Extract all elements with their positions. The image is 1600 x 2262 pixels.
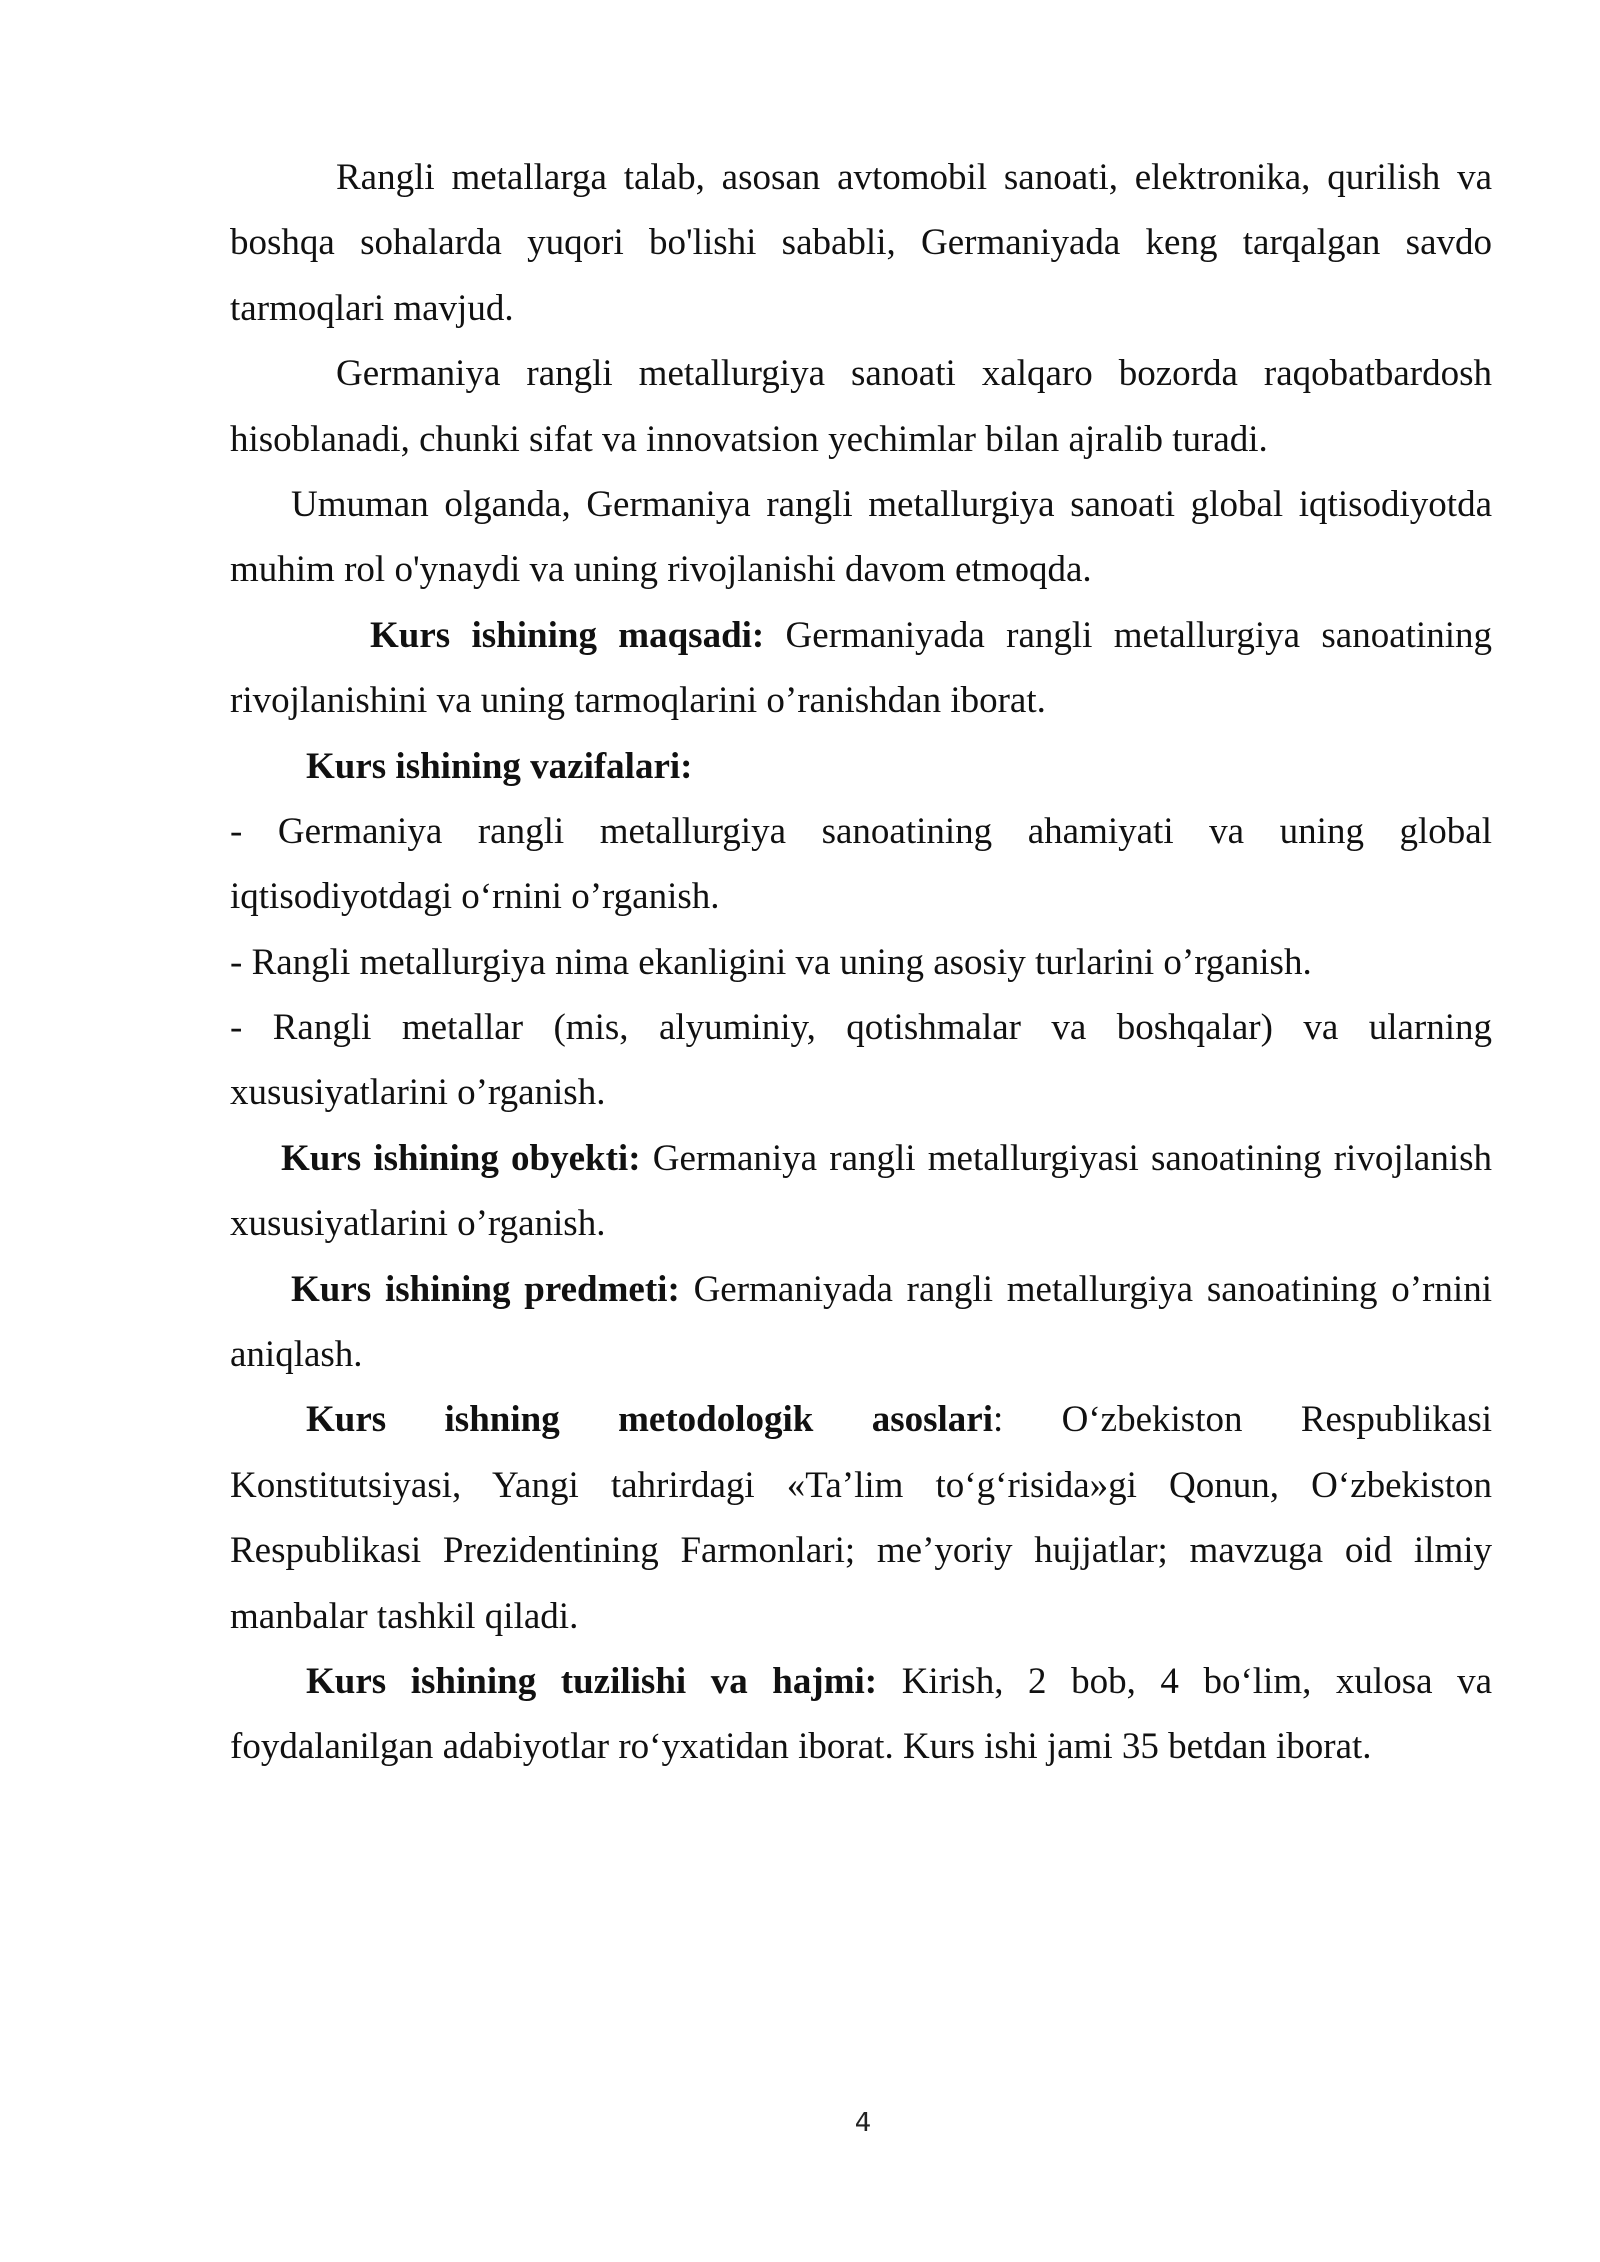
paragraph-demand-line-1 bbox=[230, 145, 1492, 210]
paragraph-methodology-line-4 bbox=[230, 1584, 1492, 1649]
task-item-2 bbox=[230, 930, 1492, 995]
text-span: Umuman olganda, Germaniya rangli metallurgiya sanoati global iqtisodiyotda bbox=[291, 483, 1492, 525]
text-span: Kirish, 2 bob, 4 bo‘lim, xulosa va bbox=[877, 1660, 1493, 1702]
text-span: tarmoqlari mavjud. bbox=[230, 287, 514, 329]
text-span: hisoblanadi, chunki sifat va innovatsion yechimlar bilan ajralib turadi. bbox=[230, 418, 1268, 460]
paragraph-structure-line-1 bbox=[230, 1649, 1492, 1714]
paragraph-demand-line-3 bbox=[230, 276, 1492, 341]
paragraph-demand-line-2 bbox=[230, 210, 1492, 275]
paragraph-structure-line-2 bbox=[230, 1714, 1492, 1779]
paragraph-subject-line-1 bbox=[230, 1257, 1492, 1322]
tasks-heading bbox=[230, 734, 1492, 799]
task-item-1-line-2 bbox=[230, 864, 1492, 929]
text-span: manbalar tashkil qiladi. bbox=[230, 1595, 579, 1637]
subject-label: Kurs ishining predmeti: bbox=[291, 1268, 680, 1310]
object-label: Kurs ishining obyekti: bbox=[281, 1137, 641, 1179]
text-span: : O‘zbekiston Respublikasi bbox=[993, 1399, 1492, 1441]
paragraph-object-line-2 bbox=[230, 1191, 1492, 1256]
paragraph-subject-line-2 bbox=[230, 1322, 1492, 1387]
text-span: xususiyatlarini o’rganish. bbox=[230, 1203, 606, 1245]
goal-label: Kurs ishining maqsadi: bbox=[370, 614, 765, 656]
text-span: - Germaniya rangli metallurgiya sanoatining ahamiyati va uning global bbox=[230, 810, 1492, 852]
tasks-heading-label: Kurs ishining vazifalari: bbox=[306, 745, 693, 787]
paragraph-methodology-line-1 bbox=[230, 1387, 1492, 1452]
paragraph-methodology-line-3 bbox=[230, 1518, 1492, 1583]
text-span: xususiyatlarini o’rganish. bbox=[230, 1072, 606, 1114]
text-span: aniqlash. bbox=[230, 1334, 363, 1376]
text-span: iqtisodiyotdagi o‘rnini o’rganish. bbox=[230, 876, 720, 918]
text-span: Rangli metallarga talab, asosan avtomobil sanoati, elektronika, qurilish va bbox=[336, 157, 1492, 198]
task-item-3-line-2 bbox=[230, 1060, 1492, 1125]
text-span: - Rangli metallurgiya nima ekanligini va uning asosiy turlarini o’rganish. bbox=[230, 941, 1312, 983]
paragraph-goal-line-2 bbox=[230, 668, 1492, 733]
text-span: Germaniya rangli metallurgiyasi sanoatining rivojlanish bbox=[640, 1137, 1492, 1179]
structure-label: Kurs ishining tuzilishi va hajmi: bbox=[306, 1660, 878, 1702]
text-span: boshqa sohalarda yuqori bo'lishi sababli, Germaniyada keng tarqalgan savdo bbox=[230, 222, 1492, 264]
document-body bbox=[230, 145, 1492, 1780]
text-span: Germaniya rangli metallurgiya sanoati xalqaro bozorda raqobatbardosh bbox=[336, 353, 1492, 395]
methodology-label: Kurs ishning metodologik asoslari bbox=[306, 1399, 993, 1441]
task-item-3-line-1 bbox=[230, 995, 1492, 1060]
paragraph-summary-line-1 bbox=[230, 472, 1492, 537]
text-span: Respublikasi Prezidentining Farmonlari; me’yoriy hujjatlar; mavzuga oid ilmiy bbox=[230, 1530, 1492, 1572]
paragraph-summary-line-2 bbox=[230, 537, 1492, 602]
text-span: - Rangli metallar (mis, alyuminiy, qotishmalar va boshqalar) va ularning bbox=[230, 1007, 1492, 1049]
paragraph-competitiveness-line-1 bbox=[230, 341, 1492, 406]
page-number: 4 bbox=[854, 2108, 872, 2138]
text-span: Germaniyada rangli metallurgiya sanoatining bbox=[764, 614, 1492, 656]
text-span: muhim rol o'ynaydi va uning rivojlanishi davom etmoqda. bbox=[230, 549, 1092, 591]
text-span: Germaniyada rangli metallurgiya sanoatining o’rnini bbox=[679, 1268, 1492, 1310]
paragraph-goal-line-1 bbox=[230, 603, 1492, 668]
paragraph-methodology-line-2 bbox=[230, 1453, 1492, 1518]
task-item-1-line-1 bbox=[230, 799, 1492, 864]
paragraph-competitiveness-line-2 bbox=[230, 407, 1492, 472]
text-span: foydalanilgan adabiyotlar ro‘yxatidan iborat. Kurs ishi jami 35 betdan iborat. bbox=[230, 1726, 1372, 1768]
text-span: Konstitutsiyasi, Yangi tahrirdagi «Ta’lim to‘g‘risida»gi Qonun, O‘zbekiston bbox=[230, 1464, 1492, 1506]
text-span: rivojlanishini va uning tarmoqlarini o’ranishdan iborat. bbox=[230, 680, 1046, 722]
paragraph-object-line-1 bbox=[230, 1126, 1492, 1191]
